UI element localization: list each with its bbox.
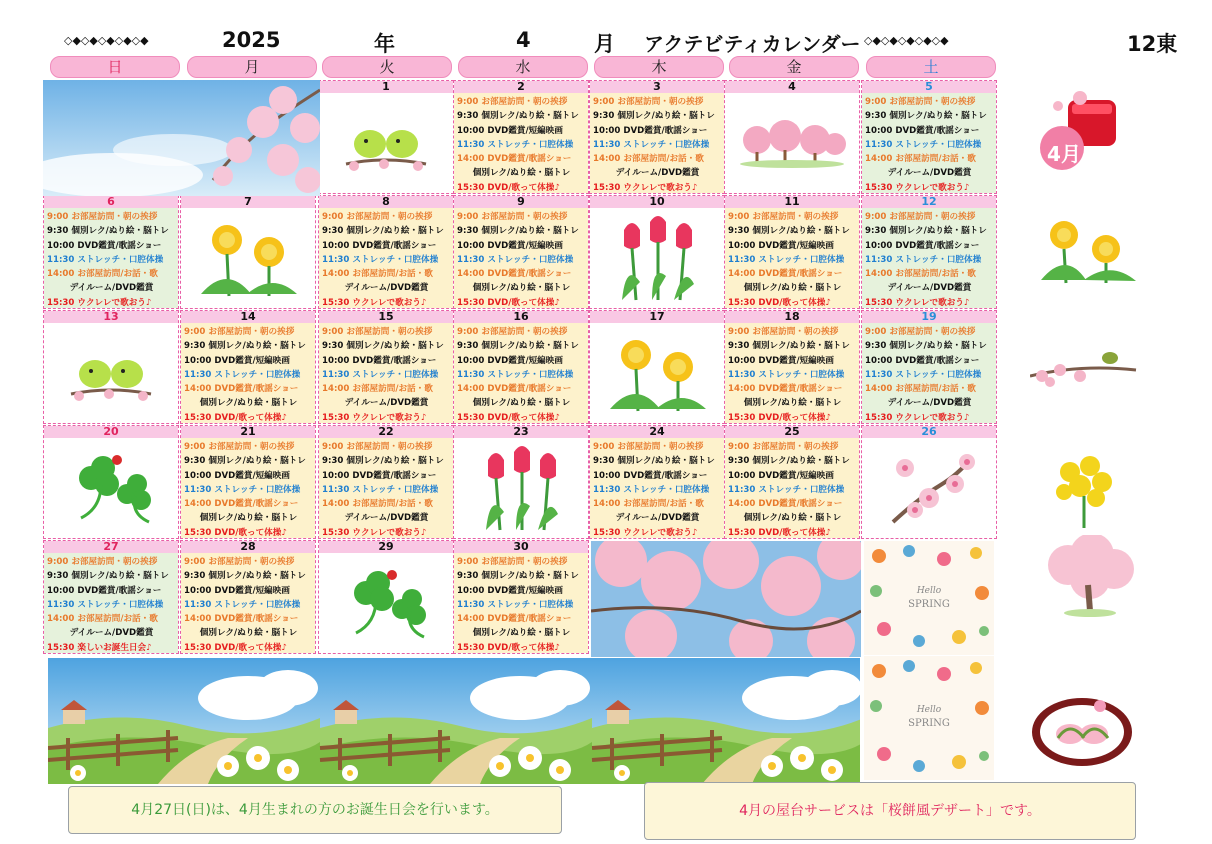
schedule-line: 個別レク/ぬり絵・脳トレ [472, 168, 571, 179]
cherry-blossom-photo [591, 541, 861, 657]
schedule-line: 10:00 DVD鑑賞/短編映画 [457, 355, 563, 366]
schedule-line: 9:30 個別レク/ぬり絵・脳トレ [322, 341, 444, 352]
schedule-line: 個別レク/ぬり絵・脳トレ [199, 628, 298, 639]
day-schedule [454, 553, 588, 653]
day-number: 13 [44, 311, 178, 323]
schedule-line: 9:30 個別レク/ぬり絵・脳トレ [728, 341, 850, 352]
schedule-line: 9:30 個別レク/ぬり絵・脳トレ [457, 341, 579, 352]
day-number: 1 [319, 81, 453, 93]
schedule-line: 10:00 DVD鑑賞/短編映画 [457, 240, 563, 251]
schedule-line: 11:30 ストレッチ・口腔体操 [728, 369, 845, 380]
schedule-line: 9:00 お部屋訪問・朝の挨拶 [184, 327, 295, 337]
calendar-day-cell [180, 540, 316, 654]
schedule-line: 10:00 DVD鑑賞/歌謡ショー [322, 470, 437, 481]
day-schedule [319, 323, 453, 423]
schedule-line: 9:00 お部屋訪問・朝の挨拶 [457, 327, 568, 337]
year-unit: 年 [374, 32, 395, 56]
day-number: 10 [590, 196, 724, 208]
schedule-line: 9:00 お部屋訪問・朝の挨拶 [47, 212, 158, 222]
calendar-title: アクテビティカレンダー [644, 32, 861, 56]
decorative-diamonds-left: ◇◆◇◆◇◆◇◆◇◆ [64, 34, 149, 47]
clover-illustration [319, 553, 453, 653]
calendar-day-cell [318, 540, 454, 654]
schedule-line: 9:30 個別レク/ぬり絵・脳トレ [865, 341, 987, 352]
schedule-line: 14:00 DVD鑑賞/歌謡ショー [728, 384, 843, 395]
weekday-wed: 水 [458, 56, 588, 78]
schedule-line: 15:30 ウクレレで歌おう♪ [322, 297, 427, 308]
day-schedule [725, 323, 859, 423]
clover-illustration [44, 438, 178, 538]
day-number: 23 [454, 426, 588, 438]
schedule-line: 15:30 DVD/歌って体操♪ [184, 527, 287, 538]
schedule-line: 14:00 DVD鑑賞/歌謡ショー [457, 614, 572, 625]
schedule-line: 11:30 ストレッチ・口腔体操 [322, 254, 439, 265]
schedule-line: 10:00 DVD鑑賞/歌謡ショー [593, 470, 708, 481]
schedule-line: 9:30 個別レク/ぬり絵・脳トレ [865, 111, 987, 122]
schedule-line: 15:30 楽しいお誕生日会♪ [47, 642, 152, 653]
birds-illustration [44, 323, 178, 423]
schedule-line: 9:00 お部屋訪問・朝の挨拶 [322, 442, 433, 452]
schedule-line: デイルーム/DVD鑑賞 [887, 398, 972, 409]
schedule-line: デイルーム/DVD鑑賞 [69, 628, 154, 639]
day-number: 19 [862, 311, 996, 323]
schedule-line: 11:30 ストレッチ・口腔体操 [865, 139, 982, 150]
stall-service-note-banner [644, 782, 1136, 840]
schedule-line: 15:30 ウクレレで歌おう♪ [47, 297, 152, 308]
schedule-line: 9:00 お部屋訪問・朝の挨拶 [728, 212, 839, 222]
sakura-mochi-decoration [1030, 690, 1136, 768]
april-badge-label: 4月 [1047, 142, 1081, 166]
day-number: 30 [454, 541, 588, 553]
schedule-line: 10:00 DVD鑑賞/短編映画 [728, 240, 834, 251]
day-number: 24 [590, 426, 724, 438]
month-unit: 月 [594, 32, 615, 56]
unit-name: 12東 [1127, 32, 1178, 56]
day-number: 27 [44, 541, 178, 553]
schedule-line: 15:30 ウクレレで歌おう♪ [865, 182, 970, 193]
schedule-line: 14:00 お部屋訪問/お話・歌 [865, 269, 976, 280]
calendar-day-cell [724, 310, 860, 424]
day-schedule [454, 93, 588, 193]
schedule-line: デイルーム/DVD鑑賞 [69, 283, 154, 294]
day-number: 11 [725, 196, 859, 208]
schedule-line: 11:30 ストレッチ・口腔体操 [322, 369, 439, 380]
schedule-line: 個別レク/ぬり絵・脳トレ [743, 398, 842, 409]
schedule-line: 14:00 お部屋訪問/お話・歌 [322, 384, 433, 395]
calendar-day-cell [861, 195, 997, 309]
spring-text-2: SPRING [908, 718, 950, 729]
sakura-branch-illustration [862, 438, 996, 538]
calendar-day-cell [180, 195, 316, 309]
schedule-line: 9:30 個別レク/ぬり絵・脳トレ [47, 571, 169, 582]
schedule-line: 11:30 ストレッチ・口腔体操 [865, 369, 982, 380]
schedule-line: 14:00 DVD鑑賞/歌謡ショー [728, 269, 843, 280]
schedule-line: 15:30 ウクレレで歌おう♪ [322, 527, 427, 538]
schedule-line: 9:30 個別レク/ぬり絵・脳トレ [322, 456, 444, 467]
schedule-line: 11:30 ストレッチ・口腔体操 [593, 484, 710, 495]
day-schedule [454, 323, 588, 423]
schedule-line: 9:30 個別レク/ぬり絵・脳トレ [457, 111, 579, 122]
schedule-line: 15:30 DVD/歌って体操♪ [728, 527, 831, 538]
calendar-day-cell [453, 310, 589, 424]
day-number: 16 [454, 311, 588, 323]
schedule-line: 10:00 DVD鑑賞/歌謡ショー [865, 240, 980, 251]
weekday-sat: 土 [866, 56, 996, 78]
schedule-line: 9:00 お部屋訪問・朝の挨拶 [322, 212, 433, 222]
weekday-mon: 月 [187, 56, 317, 78]
day-schedule [725, 438, 859, 538]
calendar-day-cell [453, 540, 589, 654]
day-number: 20 [44, 426, 178, 438]
schedule-line: 9:30 個別レク/ぬり絵・脳トレ [593, 456, 715, 467]
calendar-day-cell [318, 195, 454, 309]
schedule-line: 14:00 お部屋訪問/お話・歌 [865, 154, 976, 165]
schedule-line: 10:00 DVD鑑賞/短編映画 [184, 470, 290, 481]
schedule-line: 11:30 ストレッチ・口腔体操 [47, 599, 164, 610]
schedule-line: 個別レク/ぬり絵・脳トレ [199, 513, 298, 524]
schedule-line: デイルーム/DVD鑑賞 [344, 398, 429, 409]
schedule-line: 9:00 お部屋訪問・朝の挨拶 [865, 97, 976, 107]
day-number: 15 [319, 311, 453, 323]
month-number: 4 [516, 28, 531, 52]
schedule-line: 9:30 個別レク/ぬり絵・脳トレ [728, 226, 850, 237]
schedule-line: デイルーム/DVD鑑賞 [615, 513, 700, 524]
schedule-line: 15:30 DVD/歌って体操♪ [457, 412, 560, 423]
calendar-day-cell [318, 425, 454, 539]
schedule-line: 10:00 DVD鑑賞/短編映画 [457, 125, 563, 136]
sky-cherry-blossom-image [43, 80, 320, 196]
day-number: 2 [454, 81, 588, 93]
day-number: 12 [862, 196, 996, 208]
schedule-line: 11:30 ストレッチ・口腔体操 [593, 139, 710, 150]
schedule-line: 11:30 ストレッチ・口腔体操 [457, 139, 574, 150]
cherry-tree-decoration [1038, 535, 1142, 619]
schedule-line: 9:30 個別レク/ぬり絵・脳トレ [322, 226, 444, 237]
schedule-line: 15:30 ウクレレで歌おう♪ [593, 182, 698, 193]
schedule-line: 10:00 DVD鑑賞/短編映画 [728, 355, 834, 366]
day-schedule [319, 208, 453, 308]
schedule-line: 個別レク/ぬり絵・脳トレ [743, 283, 842, 294]
tulips-illustration [454, 438, 588, 538]
day-number: 4 [725, 81, 859, 93]
schedule-line: 9:30 個別レク/ぬり絵・脳トレ [593, 111, 715, 122]
weekday-fri: 金 [729, 56, 859, 78]
day-number: 28 [181, 541, 315, 553]
schedule-line: 15:30 DVD/歌って体操♪ [184, 412, 287, 423]
schedule-line: 9:00 お部屋訪問・朝の挨拶 [457, 212, 568, 222]
schedule-line: 9:00 お部屋訪問・朝の挨拶 [184, 442, 295, 452]
schedule-line: 10:00 DVD鑑賞/歌謡ショー [322, 240, 437, 251]
calendar-day-cell [861, 310, 997, 424]
schedule-line: 15:30 DVD/歌って体操♪ [184, 642, 287, 653]
calendar-day-cell [180, 425, 316, 539]
calendar-day-cell [724, 195, 860, 309]
calendar-day-cell [43, 195, 179, 309]
day-number: 3 [590, 81, 724, 93]
weekday-tue: 火 [322, 56, 452, 78]
sakura-trees-illustration [725, 93, 859, 193]
schedule-line: 15:30 ウクレレで歌おう♪ [593, 527, 698, 538]
weekday-sun: 日 [50, 56, 180, 78]
schedule-line: 9:30 個別レク/ぬり絵・脳トレ [728, 456, 850, 467]
bird-on-branch-decoration [1030, 348, 1138, 388]
schedule-line: 14:00 お部屋訪問/お話・歌 [322, 269, 433, 280]
calendar-day-cell [318, 80, 454, 194]
schedule-line: 9:30 個別レク/ぬり絵・脳トレ [184, 571, 306, 582]
hello-text-2: Hello [916, 705, 942, 715]
schedule-line: 10:00 DVD鑑賞/短編映画 [457, 585, 563, 596]
tulips-illustration [590, 208, 724, 308]
day-number: 22 [319, 426, 453, 438]
day-number: 17 [590, 311, 724, 323]
day-schedule [181, 553, 315, 653]
schedule-line: 14:00 お部屋訪問/お話・歌 [593, 154, 704, 165]
schedule-line: 個別レク/ぬり絵・脳トレ [472, 628, 571, 639]
day-schedule [862, 323, 996, 423]
day-schedule [590, 93, 724, 193]
schedule-line: 10:00 DVD鑑賞/歌謡ショー [47, 585, 162, 596]
calendar-day-cell [453, 80, 589, 194]
decorative-diamonds-right: ◇◆◇◆◇◆◇◆◇◆ [864, 34, 949, 47]
hello-spring-card-1 [864, 541, 994, 655]
schedule-line: 9:00 お部屋訪問・朝の挨拶 [728, 442, 839, 452]
schedule-line: 11:30 ストレッチ・口腔体操 [184, 484, 301, 495]
schedule-line: 14:00 お部屋訪問/お話・歌 [593, 499, 704, 510]
schedule-line: 10:00 DVD鑑賞/歌謡ショー [593, 125, 708, 136]
schedule-line: デイルーム/DVD鑑賞 [615, 168, 700, 179]
schedule-line: 9:30 個別レク/ぬり絵・脳トレ [184, 341, 306, 352]
schedule-line: デイルーム/DVD鑑賞 [887, 283, 972, 294]
schedule-line: 11:30 ストレッチ・口腔体操 [457, 369, 574, 380]
day-number: 14 [181, 311, 315, 323]
schedule-line: 10:00 DVD鑑賞/歌謡ショー [322, 355, 437, 366]
day-schedule [862, 93, 996, 193]
schedule-line: 個別レク/ぬり絵・脳トレ [472, 283, 571, 294]
schedule-line: 9:00 お部屋訪問・朝の挨拶 [593, 97, 704, 107]
day-number: 21 [181, 426, 315, 438]
calendar-day-cell [724, 80, 860, 194]
mimosa-decoration [1050, 456, 1122, 532]
schedule-line: 15:30 DVD/歌って体操♪ [457, 297, 560, 308]
schedule-line: 14:00 DVD鑑賞/歌謡ショー [184, 499, 299, 510]
day-schedule [454, 208, 588, 308]
day-schedule [725, 208, 859, 308]
birthday-note-text: 4月27日(日)は、4月生まれの方のお誕生日会を行います。 [131, 802, 499, 818]
schedule-line: 9:00 お部屋訪問・朝の挨拶 [728, 327, 839, 337]
schedule-line: 9:00 お部屋訪問・朝の挨拶 [457, 97, 568, 107]
schedule-line: 15:30 DVD/歌って体操♪ [457, 642, 560, 653]
sunflowers-illustration [181, 208, 315, 308]
schedule-line: 14:00 DVD鑑賞/歌謡ショー [728, 499, 843, 510]
day-schedule [44, 553, 178, 653]
calendar-day-cell [43, 425, 179, 539]
schedule-line: 15:30 ウクレレで歌おう♪ [865, 412, 970, 423]
schedule-line: 10:00 DVD鑑賞/歌謡ショー [47, 240, 162, 251]
schedule-line: 11:30 ストレッチ・口腔体操 [865, 254, 982, 265]
schedule-line: 11:30 ストレッチ・口腔体操 [47, 254, 164, 265]
sunflowers-decoration [1036, 215, 1140, 287]
schedule-line: 14:00 DVD鑑賞/歌謡ショー [184, 614, 299, 625]
schedule-line: 14:00 お部屋訪問/お話・歌 [865, 384, 976, 395]
sunflowers-illustration [590, 323, 724, 423]
hello-spring-card-2 [864, 656, 994, 780]
day-number: 7 [181, 196, 315, 208]
schedule-line: 11:30 ストレッチ・口腔体操 [184, 369, 301, 380]
schedule-line: 9:00 お部屋訪問・朝の挨拶 [865, 327, 976, 337]
calendar-day-cell [43, 310, 179, 424]
calendar-day-cell [861, 80, 997, 194]
day-schedule [319, 438, 453, 538]
stall-service-note-text: 4月の屋台サービスは「桜餅風デザート」です。 [739, 803, 1041, 819]
schedule-line: 9:00 お部屋訪問・朝の挨拶 [593, 442, 704, 452]
calendar-day-cell [180, 310, 316, 424]
schedule-line: 10:00 DVD鑑賞/短編映画 [728, 470, 834, 481]
schedule-line: 10:00 DVD鑑賞/歌謡ショー [865, 125, 980, 136]
schedule-line: デイルーム/DVD鑑賞 [344, 283, 429, 294]
schedule-line: 11:30 ストレッチ・口腔体操 [728, 484, 845, 495]
schedule-line: 11:30 ストレッチ・口腔体操 [457, 599, 574, 610]
day-number: 29 [319, 541, 453, 553]
day-number: 18 [725, 311, 859, 323]
schedule-line: 9:00 お部屋訪問・朝の挨拶 [457, 557, 568, 567]
schedule-line: 9:00 お部屋訪問・朝の挨拶 [865, 212, 976, 222]
calendar-day-cell [453, 195, 589, 309]
schedule-line: 14:00 DVD鑑賞/歌謡ショー [457, 154, 572, 165]
day-number: 25 [725, 426, 859, 438]
schedule-line: 15:30 DVD/歌って体操♪ [457, 182, 560, 193]
schedule-line: 個別レク/ぬり絵・脳トレ [199, 398, 298, 409]
day-schedule [590, 438, 724, 538]
schedule-line: 15:30 ウクレレで歌おう♪ [865, 297, 970, 308]
schedule-line: 9:30 個別レク/ぬり絵・脳トレ [184, 456, 306, 467]
schedule-line: 9:30 個別レク/ぬり絵・脳トレ [47, 226, 169, 237]
year-number: 2025 [222, 28, 281, 52]
day-number: 8 [319, 196, 453, 208]
schedule-line: 15:30 DVD/歌って体操♪ [728, 412, 831, 423]
day-number: 6 [44, 196, 178, 208]
schedule-line: 個別レク/ぬり絵・脳トレ [743, 513, 842, 524]
calendar-day-cell [318, 310, 454, 424]
calendar-day-cell [589, 425, 725, 539]
schedule-line: 11:30 ストレッチ・口腔体操 [322, 484, 439, 495]
schedule-line: 11:30 ストレッチ・口腔体操 [457, 254, 574, 265]
birthday-note-banner [68, 786, 562, 834]
schedule-line: 14:00 DVD鑑賞/歌謡ショー [457, 269, 572, 280]
day-schedule [181, 438, 315, 538]
day-number: 5 [862, 81, 996, 93]
schedule-line: 11:30 ストレッチ・口腔体操 [184, 599, 301, 610]
schedule-line: 9:30 個別レク/ぬり絵・脳トレ [457, 226, 579, 237]
schedule-line: デイルーム/DVD鑑賞 [887, 168, 972, 179]
schedule-line: 9:30 個別レク/ぬり絵・脳トレ [457, 571, 579, 582]
schedule-line: 個別レク/ぬり絵・脳トレ [472, 398, 571, 409]
spring-landscape-strip [48, 658, 860, 784]
schedule-line: 15:30 ウクレレで歌おう♪ [322, 412, 427, 423]
spring-text-1: SPRING [908, 599, 950, 610]
calendar-day-cell [861, 425, 997, 539]
calendar-day-cell [453, 425, 589, 539]
schedule-line: 14:00 お部屋訪問/お話・歌 [322, 499, 433, 510]
schedule-line: 11:30 ストレッチ・口腔体操 [728, 254, 845, 265]
day-schedule [44, 208, 178, 308]
day-schedule [862, 208, 996, 308]
birds-illustration [319, 93, 453, 193]
calendar-day-cell [589, 195, 725, 309]
schedule-line: 10:00 DVD鑑賞/歌謡ショー [865, 355, 980, 366]
schedule-line: 15:30 DVD/歌って体操♪ [728, 297, 831, 308]
schedule-line: 14:00 DVD鑑賞/歌謡ショー [457, 384, 572, 395]
day-number: 9 [454, 196, 588, 208]
schedule-line: 9:00 お部屋訪問・朝の挨拶 [47, 557, 158, 567]
hello-text-1: Hello [916, 586, 942, 596]
schedule-line: デイルーム/DVD鑑賞 [344, 513, 429, 524]
schedule-line: 14:00 DVD鑑賞/歌謡ショー [184, 384, 299, 395]
schedule-line: 10:00 DVD鑑賞/短編映画 [184, 355, 290, 366]
weekday-thu: 木 [594, 56, 724, 78]
calendar-day-cell [43, 540, 179, 654]
calendar-day-cell [724, 425, 860, 539]
schedule-line: 9:00 お部屋訪問・朝の挨拶 [184, 557, 295, 567]
calendar-day-cell [589, 80, 725, 194]
schedule-line: 14:00 お部屋訪問/お話・歌 [47, 269, 158, 280]
schedule-line: 10:00 DVD鑑賞/短編映画 [184, 585, 290, 596]
schedule-line: 14:00 お部屋訪問/お話・歌 [47, 614, 158, 625]
schedule-line: 9:00 お部屋訪問・朝の挨拶 [322, 327, 433, 337]
day-number: 26 [862, 426, 996, 438]
day-schedule [181, 323, 315, 423]
schedule-line: 9:30 個別レク/ぬり絵・脳トレ [865, 226, 987, 237]
calendar-day-cell [589, 310, 725, 424]
